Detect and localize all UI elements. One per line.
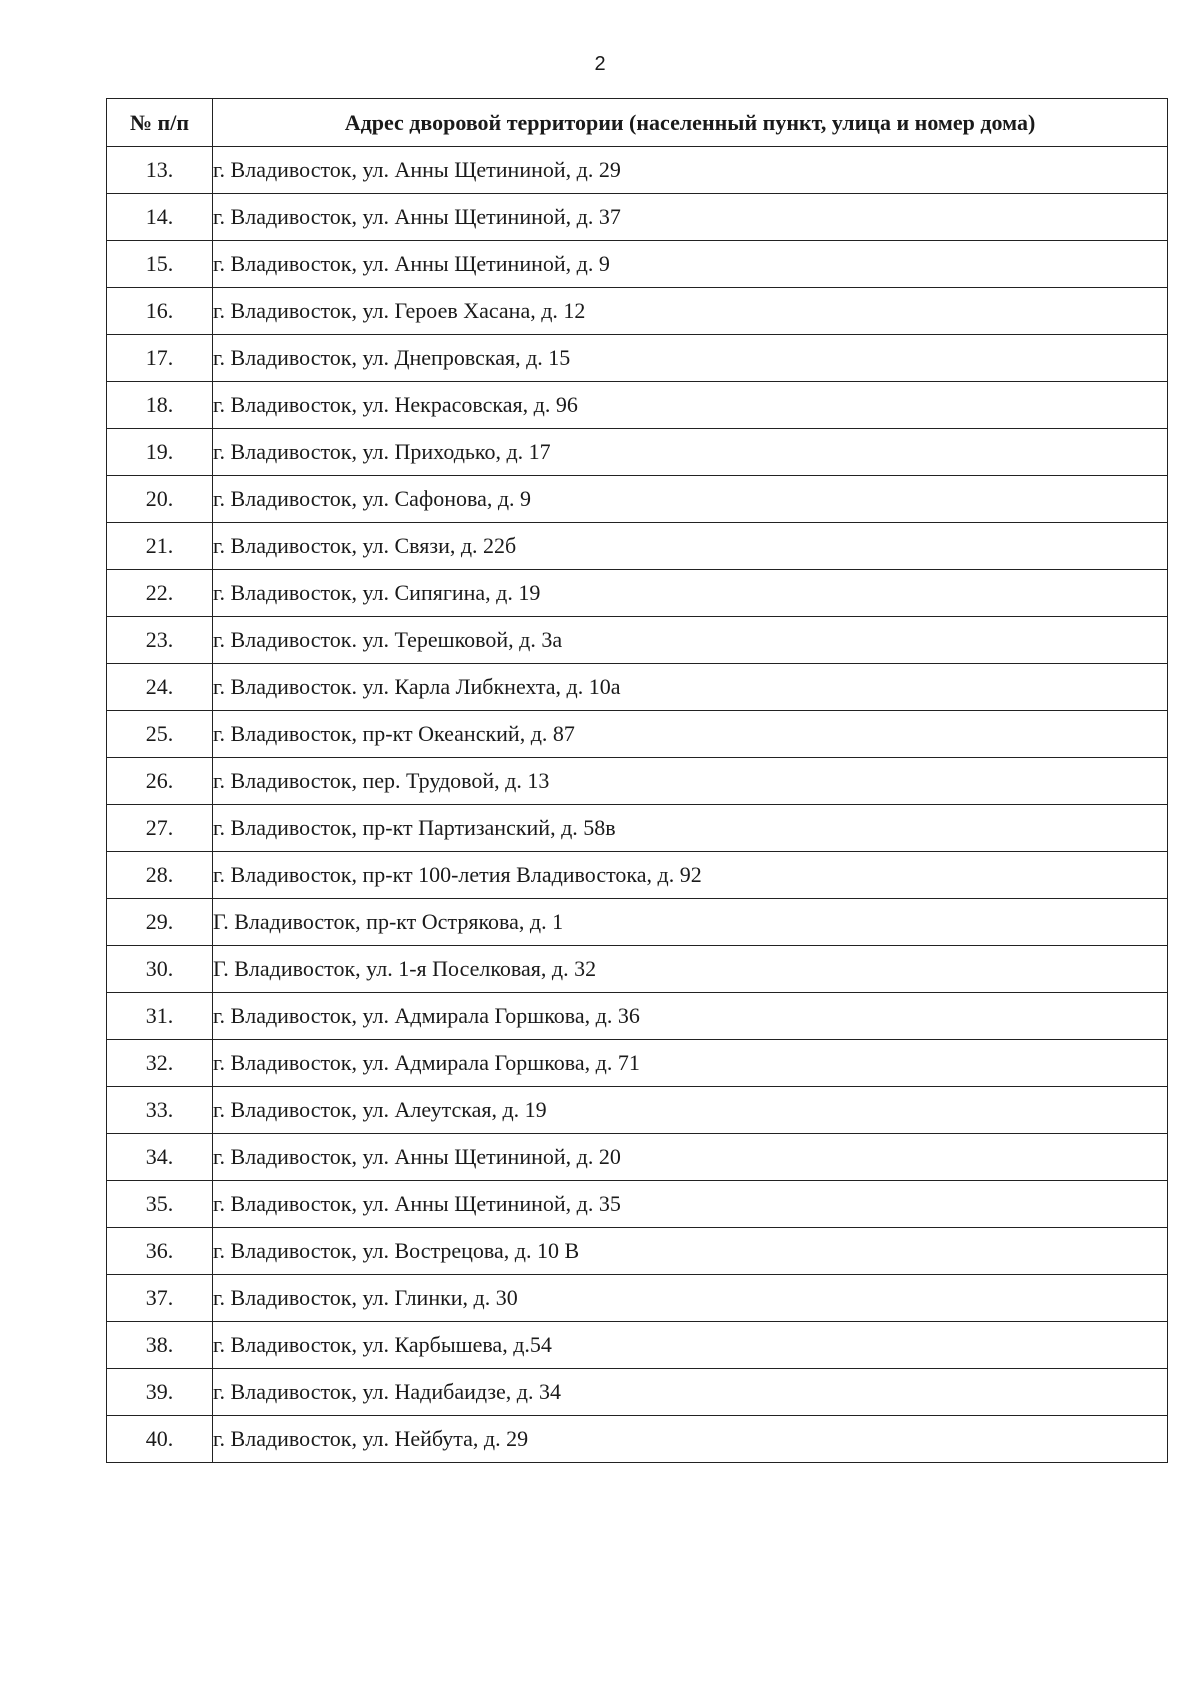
table-row [107,899,1168,946]
table-row [107,288,1168,335]
row-number: 20. [107,476,213,523]
row-number: 31. [107,993,213,1040]
table-row [107,241,1168,288]
row-number: 37. [107,1275,213,1322]
table-row [107,194,1168,241]
table-row [107,1322,1168,1369]
address-table [106,98,1168,1463]
row-number: 34. [107,1134,213,1181]
row-address: г. Владивосток. ул. Карла Либкнехта, д. 10а [213,664,1168,711]
table-header-row [107,99,1168,147]
row-number: 35. [107,1181,213,1228]
row-address: г. Владивосток, ул. Надибаидзе, д. 34 [213,1369,1168,1416]
table-row [107,570,1168,617]
table-row [107,993,1168,1040]
row-number: 29. [107,899,213,946]
row-number: 13. [107,147,213,194]
header-address: Адрес дворовой территории (населенный пункт, улица и номер дома) [213,99,1168,147]
row-address: г. Владивосток, ул. Алеутская, д. 19 [213,1087,1168,1134]
header-number: № п/п [107,99,213,147]
row-number: 24. [107,664,213,711]
table-row [107,335,1168,382]
row-number: 30. [107,946,213,993]
row-address: г. Владивосток, ул. Вострецова, д. 10 В [213,1228,1168,1275]
table-row [107,852,1168,899]
row-number: 27. [107,805,213,852]
row-address: г. Владивосток. ул. Терешковой, д. 3а [213,617,1168,664]
table-row [107,946,1168,993]
row-number: 22. [107,570,213,617]
row-address: г. Владивосток, пр-кт 100-летия Владивостока, д. 92 [213,852,1168,899]
table-row [107,617,1168,664]
row-number: 36. [107,1228,213,1275]
row-number: 21. [107,523,213,570]
table-row [107,476,1168,523]
row-address: г. Владивосток, пер. Трудовой, д. 13 [213,758,1168,805]
table-row [107,1416,1168,1463]
row-address: г. Владивосток, ул. Сафонова, д. 9 [213,476,1168,523]
row-number: 25. [107,711,213,758]
table-row [107,758,1168,805]
row-address: г. Владивосток, ул. Приходько, д. 17 [213,429,1168,476]
row-address: г. Владивосток, ул. Героев Хасана, д. 12 [213,288,1168,335]
row-number: 39. [107,1369,213,1416]
table-row [107,382,1168,429]
row-address: г. Владивосток, ул. Днепровская, д. 15 [213,335,1168,382]
table-row [107,429,1168,476]
row-address: Г. Владивосток, пр-кт Острякова, д. 1 [213,899,1168,946]
row-number: 38. [107,1322,213,1369]
row-number: 28. [107,852,213,899]
row-address: г. Владивосток, ул. Нейбута, д. 29 [213,1416,1168,1463]
table-row [107,1181,1168,1228]
row-number: 17. [107,335,213,382]
row-number: 40. [107,1416,213,1463]
table-row [107,664,1168,711]
row-number: 23. [107,617,213,664]
row-address: г. Владивосток, ул. Анны Щетининой, д. 35 [213,1181,1168,1228]
row-address: г. Владивосток, ул. Сипягина, д. 19 [213,570,1168,617]
row-number: 32. [107,1040,213,1087]
row-address: г. Владивосток, пр-кт Океанский, д. 87 [213,711,1168,758]
row-address: г. Владивосток, ул. Адмирала Горшкова, д. 71 [213,1040,1168,1087]
row-address: г. Владивосток, ул. Анны Щетининой, д. 9 [213,241,1168,288]
row-number: 18. [107,382,213,429]
table-row [107,1087,1168,1134]
row-address: г. Владивосток, ул. Связи, д. 22б [213,523,1168,570]
table-row [107,805,1168,852]
table-row [107,147,1168,194]
table-row [107,523,1168,570]
table-row [107,1228,1168,1275]
row-address: г. Владивосток, ул. Карбышева, д.54 [213,1322,1168,1369]
row-address: г. Владивосток, ул. Анны Щетининой, д. 37 [213,194,1168,241]
table-row [107,1275,1168,1322]
row-number: 33. [107,1087,213,1134]
table-row [107,1134,1168,1181]
row-address: г. Владивосток, ул. Адмирала Горшкова, д. 36 [213,993,1168,1040]
page-number: 2 [594,53,606,75]
row-address: г. Владивосток, ул. Анны Щетининой, д. 29 [213,147,1168,194]
row-number: 15. [107,241,213,288]
row-number: 26. [107,758,213,805]
row-address: г. Владивосток, ул. Глинки, д. 30 [213,1275,1168,1322]
table-row [107,711,1168,758]
table-row [107,1040,1168,1087]
table-row [107,1369,1168,1416]
row-number: 16. [107,288,213,335]
row-address: г. Владивосток, пр-кт Партизанский, д. 58в [213,805,1168,852]
row-address: г. Владивосток, ул. Анны Щетининой, д. 20 [213,1134,1168,1181]
row-address: Г. Владивосток, ул. 1-я Поселковая, д. 32 [213,946,1168,993]
row-number: 14. [107,194,213,241]
row-address: г. Владивосток, ул. Некрасовская, д. 96 [213,382,1168,429]
row-number: 19. [107,429,213,476]
